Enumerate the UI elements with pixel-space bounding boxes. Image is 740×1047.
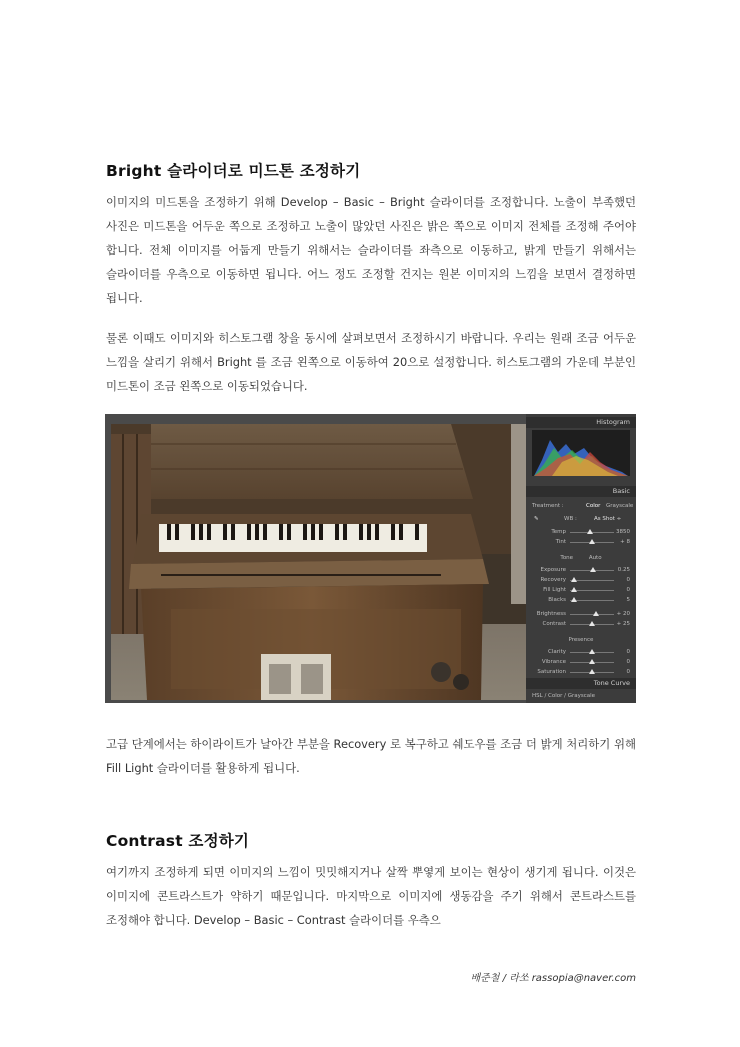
slider-row-exposure	[532, 566, 630, 574]
slider-value: 3850	[616, 529, 630, 535]
slider-thumb[interactable]	[589, 539, 595, 544]
bottom-tabs[interactable]: HSL / Color / Grayscale	[532, 693, 596, 699]
histogram-header[interactable]: Histogram	[526, 417, 636, 428]
presence-label: Presence	[568, 637, 594, 643]
slider-value: 0	[626, 587, 630, 593]
treatment-row	[532, 502, 634, 511]
slider-row-contrast	[532, 620, 630, 628]
paragraph-recovery: 고급 단계에서는 하이라이트가 날아간 부분을 Recovery 로 복구하고 쉐도우를 조금 더 밝게 처리하기 위해 Fill Light 슬라이더를 활용하게 됩니다.	[106, 737, 636, 775]
slider-thumb[interactable]	[571, 577, 577, 582]
slider-row-temp	[532, 528, 630, 536]
slider-row-tint	[532, 538, 630, 546]
slider-thumb[interactable]	[589, 649, 595, 654]
slider-thumb[interactable]	[571, 587, 577, 592]
slider-thumb[interactable]	[589, 669, 595, 674]
slider-label: Temp	[551, 529, 566, 535]
tone-curve-header[interactable]: Tone Curve	[526, 678, 636, 689]
wb-row	[532, 515, 630, 524]
slider-value: 0	[626, 577, 630, 583]
develop-panel	[526, 414, 636, 703]
eyedropper-icon[interactable]: ✎	[534, 516, 539, 522]
tone-label: Tone	[560, 555, 574, 561]
slider-value: + 8	[620, 539, 630, 545]
paragraph-contrast: 여기까지 조정하게 되면 이미지의 느낌이 밋밋해지거나 살짝 뿌옇게 보이는 현상이 생기게 됩니다. 이것은 이미지에 콘트라스트가 약하기 때문입니다. 마지막으로 이미지에 생동감을 주기 위해서 콘트라스트를 조정해야 합니다. Develop – Basic – Contrast 슬라이더를 우측으	[106, 865, 636, 927]
slider-thumb[interactable]	[590, 567, 596, 572]
slider-label: Vibrance	[541, 659, 566, 665]
slider-thumb[interactable]	[589, 659, 595, 664]
tone-row	[532, 554, 630, 563]
slider-row-saturation	[532, 668, 630, 676]
paragraph-bright-histogram: 물론 이때도 이미지와 히스토그램 창을 동시에 살펴보면서 조정하시기 바랍니다. 우리는 원래 조금 어두운 느낌을 살리기 위해서 Bright 를 조금 왼쪽으로 이동하여 20으로 설정합니다. 히스토그램의 가운데 부분인 미드톤이 조금 왼쪽으로 이동되었습니다.	[106, 331, 636, 393]
slider-label: Blacks	[548, 597, 566, 603]
basic-header[interactable]: Basic	[526, 486, 636, 497]
wb-select[interactable]: As Shot ÷	[594, 516, 622, 522]
auto-button[interactable]: Auto	[588, 555, 602, 561]
slider-value: 0	[626, 649, 630, 655]
slider-label: Clarity	[548, 649, 566, 655]
slider-row-brightness	[532, 610, 630, 618]
slider-row-vibrance	[532, 658, 630, 666]
slider-value: 0	[626, 659, 630, 665]
piano-photo	[111, 424, 587, 700]
color-tab[interactable]: Color	[586, 503, 601, 509]
histogram-graph	[532, 430, 630, 476]
slider-thumb[interactable]	[589, 621, 595, 626]
slider-value: 0.25	[617, 567, 630, 573]
grayscale-tab[interactable]: Grayscale	[606, 503, 634, 509]
slider-label: Recovery	[540, 577, 566, 583]
slider-label: Tint	[555, 539, 566, 545]
slider-value: + 25	[616, 621, 630, 627]
slider-value: 5	[626, 597, 630, 603]
slider-thumb[interactable]	[571, 597, 577, 602]
slider-thumb[interactable]	[593, 611, 599, 616]
presence-row	[532, 636, 630, 645]
slider-row-fill-light	[532, 586, 630, 594]
lightroom-screenshot-figure	[105, 414, 636, 703]
slider-label: Exposure	[540, 567, 566, 573]
slider-value: + 20	[616, 611, 630, 617]
slider-row-clarity	[532, 648, 630, 656]
wb-label: WB :	[564, 516, 577, 522]
page-footer: 배준철 / 라쏘 rassopia@naver.com	[470, 973, 636, 984]
slider-row-recovery	[532, 576, 630, 584]
treatment-label: Treatment :	[532, 503, 564, 509]
slider-label: Brightness	[536, 611, 566, 617]
slider-thumb[interactable]	[587, 529, 593, 534]
slider-value: 0	[626, 669, 630, 675]
section-heading-contrast: Contrast 조정하기	[106, 832, 250, 850]
slider-label: Saturation	[537, 669, 566, 675]
paragraph-bright-intro: 이미지의 미드톤을 조정하기 위해 Develop – Basic – Bright 슬라이더를 조정합니다. 노출이 부족했던 사진은 미드톤을 어두운 쪽으로 조정하고 노출이 많았던 사진은 밝은 쪽으로 이미지 전체를 조정해 주어야 합니다. 전체 이미지를 어둡게 만들기 위해서는 슬라이더를 좌측으로 이동하고, 밝게 만들기 위해서는 슬라이더를 우측으로 이동하면 됩니다. 어느 정도 조정할 건지는 원본 이미지의 느낌을 보면서 결정하면 됩니다.	[106, 195, 636, 305]
section-heading-bright: Bright 슬라이더로 미드톤 조정하기	[106, 162, 361, 180]
slider-label: Contrast	[542, 621, 566, 627]
slider-label: Fill Light	[543, 587, 566, 593]
slider-row-blacks	[532, 596, 630, 604]
